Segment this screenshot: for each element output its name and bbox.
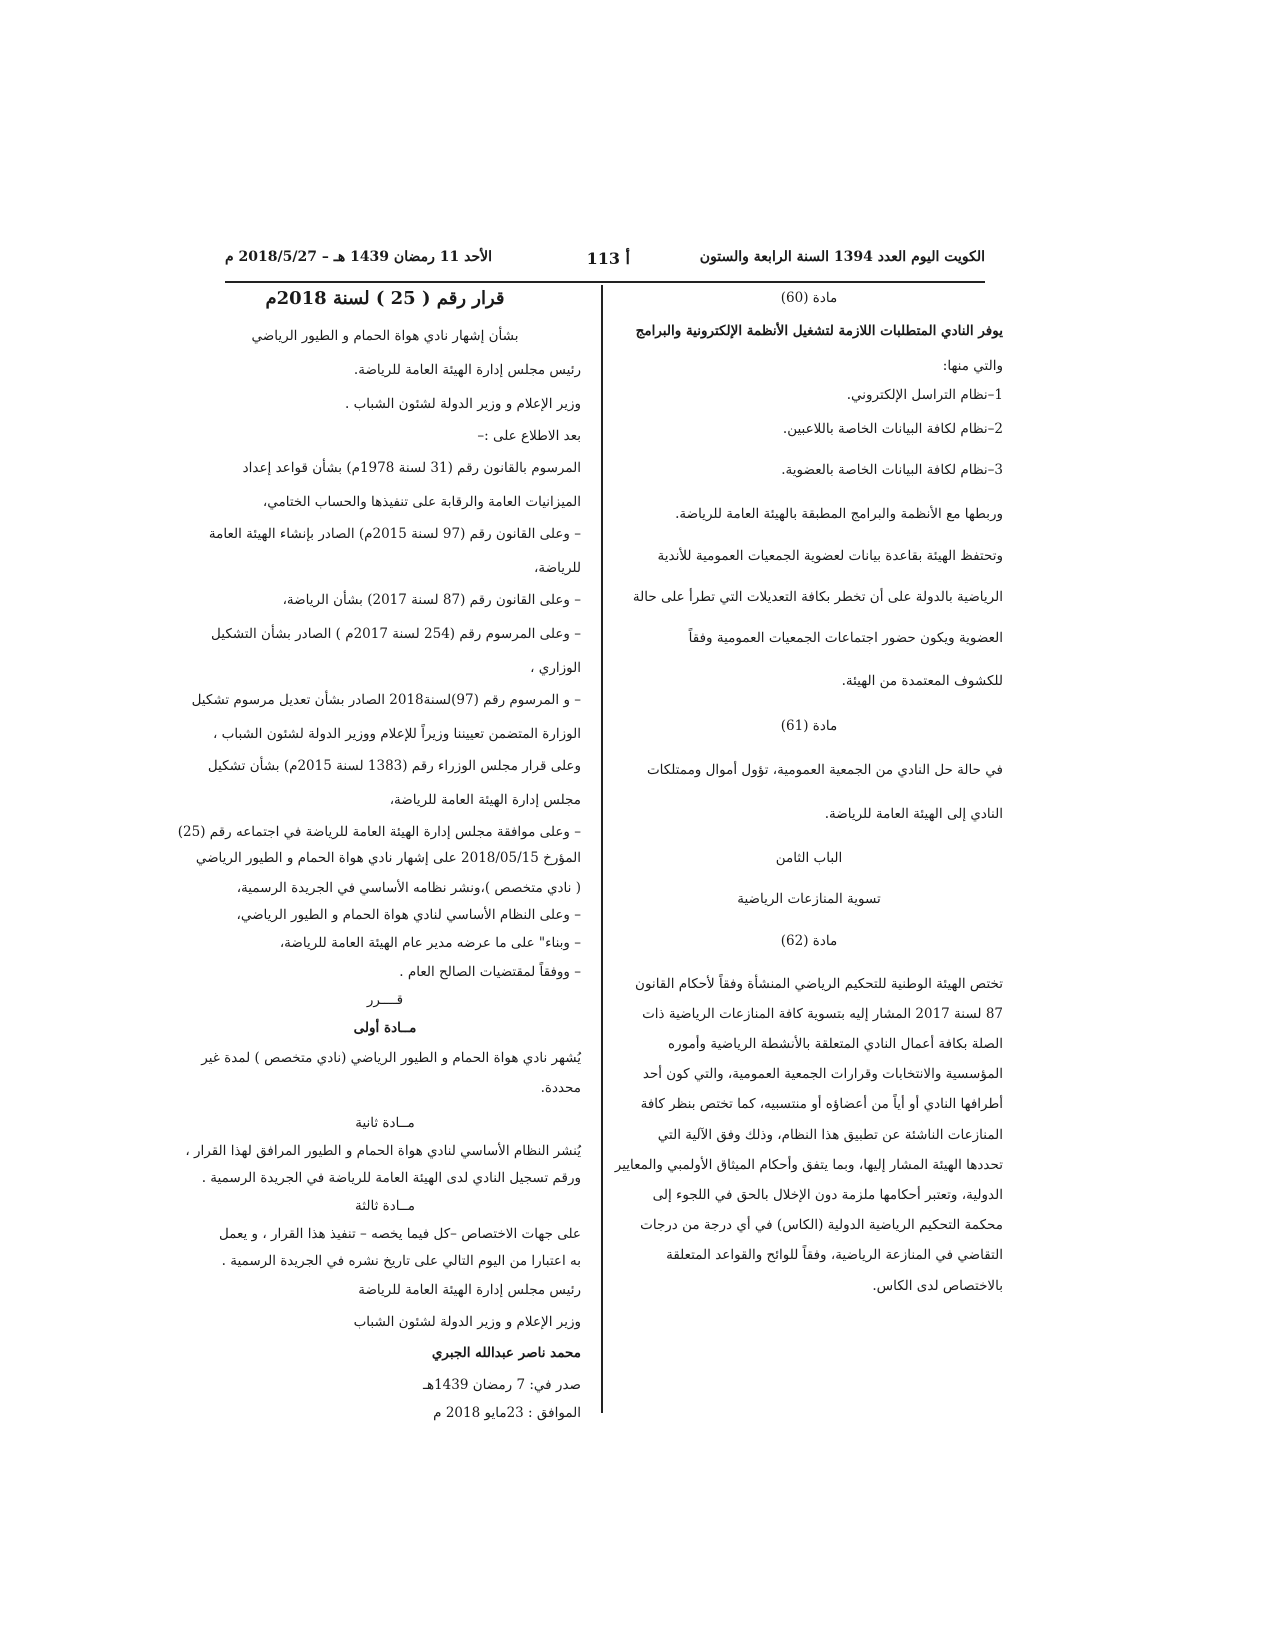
article-2-line: ورقم تسجيل النادي لدى الهيئة العامة للرياضة في الجريدة الرسمية .: [201, 1170, 581, 1186]
article-62-line: تختص الهيئة الوطنية للتحكيم الرياضي المنشأة وفقاً لأحكام القانون: [635, 976, 1003, 992]
preamble-line: – وبناء" على ما عرضه مدير عام الهيئة العامة للرياضة،: [279, 935, 581, 951]
preamble-line: المرسوم بالقانون رقم (31 لسنة 1978م) بشأن قواعد إعداد: [242, 460, 581, 476]
chapter-heading: الباب الثامن: [775, 850, 843, 866]
preamble-line: الميزانيات العامة والرقابة على تنفيذها والحساب الختامي،: [262, 494, 581, 510]
article-3-line: على جهات الاختصاص –كل فيما يخصه – تنفيذ هذا القرار ، و يعمل: [218, 1226, 581, 1242]
list-item: 1–نظام التراسل الإلكتروني.: [846, 387, 1003, 403]
article-61-title: مادة (61): [780, 718, 838, 734]
preamble-intro: بعد الاطلاع على :–: [477, 428, 581, 444]
article-62-line: محكمة التحكيم الرياضية الدولية (الكاس) في أي درجة من درجات: [640, 1217, 1003, 1233]
preamble-line: – وعلى القانون رقم (87 لسنة 2017) بشأن الرياضة،: [282, 592, 581, 608]
article-61-line: النادي إلى الهيئة العامة للرياضة.: [824, 806, 1003, 822]
preamble-line: – وعلى موافقة مجلس إدارة الهيئة العامة للرياضة في اجتماعه رقم (25): [177, 824, 581, 840]
article-62-line: التقاضي في المنازعة الرياضية، وفقاً للوائح والقواعد المتعلقة: [666, 1247, 1003, 1263]
article-60-title: مادة (60): [780, 290, 838, 306]
preamble-line: ( نادي متخصص )،ونشر نظامه الأساسي في الجريدة الرسمية،: [236, 880, 581, 896]
article-1-title: مــادة أولى: [353, 1020, 417, 1036]
article-62-line: أطرافها النادي أو أياً من أعضاؤه أو منتسبيه، كما تختص بنظر كافة: [640, 1096, 1003, 1112]
paragraph-line: وتحتفظ الهيئة بقاعدة بيانات لعضوية الجمعيات العمومية للأندية: [657, 548, 1003, 564]
issuer-line: وزير الإعلام و وزير الدولة لشئون الشباب .: [345, 396, 581, 412]
decided-heading: قــــرر: [366, 992, 404, 1008]
preamble-line: وعلى قرار مجلس الوزراء رقم (1383 لسنة 2015م) بشأن تشكيل: [207, 758, 581, 774]
paragraph-line: العضوية ويكون حضور اجتماعات الجمعيات العمومية وفقاً: [688, 630, 1003, 646]
issue-date-hijri: صدر في: 7 رمضان 1439هـ: [422, 1377, 581, 1393]
article-60-line: يوفر النادي المتطلبات اللازمة لتشغيل الأنظمة الإلكترونية والبرامج: [635, 323, 1003, 339]
preamble-line: مجلس إدارة الهيئة العامة للرياضة،: [389, 792, 581, 808]
article-62-line: الصلة بكافة أعمال النادي المتعلقة بالأنشطة الرياضية وأموره: [668, 1036, 1003, 1052]
decree-title: قرار رقم ( 25 ) لسنة 2018م: [265, 288, 505, 309]
article-62-line: تحددها الهيئة المشار إليها، وبما يتفق وأحكام الميثاق الأولمبي والمعايير: [614, 1157, 1003, 1173]
paragraph-line: وربطها مع الأنظمة والبرامج المطبقة بالهيئة العامة للرياضة.: [675, 506, 1003, 522]
page-header: [225, 247, 985, 283]
chapter-subheading: تسوية المنازعات الرياضية: [737, 891, 881, 907]
publication-info: الكويت اليوم العدد 1394 السنة الرابعة والستون: [699, 249, 985, 265]
article-62-line: المؤسسية والانتخابات وقرارات الجمعية العمومية، والتي كون أحد: [642, 1066, 1003, 1082]
preamble-line: للرياضة،: [534, 560, 581, 576]
article-62-line: 87 لسنة 2017 المشار إليه بتسوية كافة المنازعات الرياضية ذات: [642, 1006, 1003, 1022]
article-62-line: المنازعات الناشئة عن تطبيق هذا النظام، وذلك وفق الآلية التي: [657, 1127, 1003, 1143]
preamble-line: الوزارة المتضمن تعييننا وزيراً للإعلام ووزير الدولة لشئون الشباب ،: [212, 726, 581, 742]
article-62-line: الدولية، وتعتبر أحكامها ملزمة دون الإخلال بالحق في اللجوء إلى: [652, 1187, 1003, 1203]
page-number: أ 113: [586, 249, 630, 268]
list-item: 2–نظام لكافة البيانات الخاصة باللاعبين.: [782, 421, 1003, 437]
article-3-title: مــادة ثالثة: [355, 1198, 415, 1214]
issue-date: الأحد 11 رمضان 1439 هـ – 2018/5/27 م: [225, 249, 492, 265]
article-3-line: به اعتبارا من اليوم التالي على تاريخ نشره في الجريدة الرسمية .: [221, 1253, 581, 1269]
article-61-line: في حالة حل النادي من الجمعية العمومية، تؤول أموال وممتلكات: [646, 762, 1003, 778]
paragraph-line: الرياضية بالدولة على أن تخطر بكافة التعديلات التي تطرأ على حالة: [632, 589, 1003, 605]
preamble-line: – وعلى القانون رقم (97 لسنة 2015م) الصادر بإنشاء الهيئة العامة: [208, 526, 581, 542]
paragraph-line: للكشوف المعتمدة من الهيئة.: [841, 673, 1003, 689]
article-1-line: يُشهر نادي هواة الحمام و الطيور الرياضي (نادي متخصص ) لمدة غير: [201, 1050, 581, 1066]
preamble-line: المؤرخ 2018/05/15 على إشهار نادي هواة الحمام و الطيور الرياضي: [195, 850, 581, 866]
issuer-line: رئيس مجلس إدارة الهيئة العامة للرياضة.: [353, 362, 581, 378]
article-60-line: والتي منها:: [942, 358, 1003, 374]
preamble-line: – و المرسوم رقم (97)لسنة2018 الصادر بشأن تعديل مرسوم تشكيل: [191, 692, 581, 708]
preamble-line: الوزاري ،: [530, 660, 581, 676]
article-2-title: مــادة ثانية: [355, 1115, 415, 1131]
signature-title: رئيس مجلس إدارة الهيئة العامة للرياضة: [358, 1282, 581, 1298]
article-2-line: يُنشر النظام الأساسي لنادي هواة الحمام و الطيور المرافق لهذا القرار ،: [185, 1143, 581, 1159]
signature-title: وزير الإعلام و وزير الدولة لشئون الشباب: [353, 1314, 581, 1330]
preamble-line: – وعلى المرسوم رقم (254 لسنة 2017م ) الصادر بشأن التشكيل: [211, 626, 581, 642]
article-62-title: مادة (62): [780, 933, 838, 949]
signature-name: محمد ناصر عبدالله الجبري: [431, 1345, 581, 1361]
article-1-line: محددة.: [540, 1080, 581, 1096]
issue-date-gregorian: الموافق : 23مايو 2018 م: [433, 1405, 581, 1421]
preamble-line: – ووفقاً لمقتضيات الصالح العام .: [399, 964, 581, 980]
list-item: 3–نظام لكافة البيانات الخاصة بالعضوية.: [781, 462, 1003, 478]
preamble-line: – وعلى النظام الأساسي لنادي هواة الحمام و الطيور الرياضي،: [236, 907, 581, 923]
column-divider: [601, 285, 603, 1413]
article-62-line: بالاختصاص لدى الكاس.: [872, 1278, 1003, 1294]
decree-subject: بشأن إشهار نادي هواة الحمام و الطيور الرياضي: [251, 328, 519, 344]
